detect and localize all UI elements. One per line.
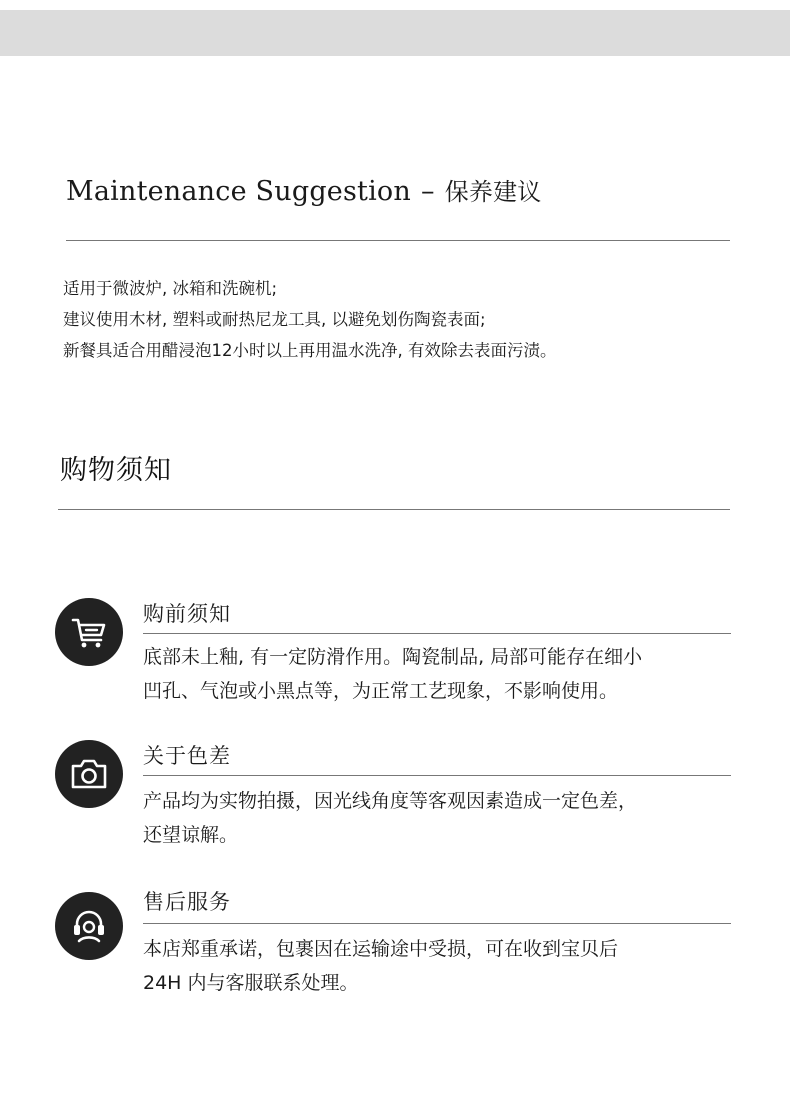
notice-pre-purchase bbox=[55, 598, 731, 718]
notice-after-sales bbox=[55, 886, 731, 1006]
notice-divider bbox=[143, 633, 731, 634]
notice-title: 购前须知 bbox=[143, 602, 231, 626]
title-separator: – bbox=[420, 176, 435, 207]
shopping-notice-title: 购物须知 bbox=[60, 455, 172, 486]
maintenance-text bbox=[63, 273, 743, 366]
notice-title: 关于色差 bbox=[143, 744, 231, 768]
notice-color-difference bbox=[55, 740, 731, 860]
maintenance-line: 适用于微波炉, 冰箱和洗碗机; bbox=[63, 279, 278, 298]
notice-divider bbox=[143, 775, 731, 776]
shopping-cart-icon bbox=[55, 598, 123, 666]
maintenance-title-cn: 保养建议 bbox=[444, 178, 542, 206]
maintenance-divider bbox=[66, 240, 730, 241]
notice-body bbox=[143, 932, 723, 1000]
maintenance-title-en: Maintenance Suggestion bbox=[66, 176, 411, 207]
notice-body bbox=[143, 784, 723, 852]
notice-line: 凹孔、气泡或小黑点等，为正常工艺现象，不影响使用。 bbox=[143, 680, 619, 702]
notice-title: 售后服务 bbox=[143, 890, 231, 914]
notice-body bbox=[143, 640, 723, 708]
notice-line: 还望谅解。 bbox=[143, 824, 239, 846]
notice-divider bbox=[143, 923, 731, 924]
top-banner-bar bbox=[0, 10, 790, 56]
shopping-divider bbox=[58, 509, 730, 510]
maintenance-line: 建议使用木材, 塑料或耐热尼龙工具, 以避免划伤陶瓷表面; bbox=[63, 310, 486, 329]
camera-icon bbox=[55, 740, 123, 808]
notice-line: 本店郑重承诺，包裹因在运输途中受损，可在收到宝贝后 bbox=[143, 938, 619, 960]
maintenance-line: 新餐具适合用醋浸泡12小时以上再用温水洗净, 有效除去表面污渍。 bbox=[63, 341, 557, 360]
headset-icon bbox=[55, 892, 123, 960]
notice-line: 产品均为实物拍摄，因光线角度等客观因素造成一定色差， bbox=[143, 790, 638, 812]
maintenance-title bbox=[66, 172, 542, 207]
notice-line: 底部未上釉, 有一定防滑作用。陶瓷制品, 局部可能存在细小 bbox=[143, 646, 643, 668]
notice-line: 24H 内与客服联系处理。 bbox=[143, 972, 359, 994]
